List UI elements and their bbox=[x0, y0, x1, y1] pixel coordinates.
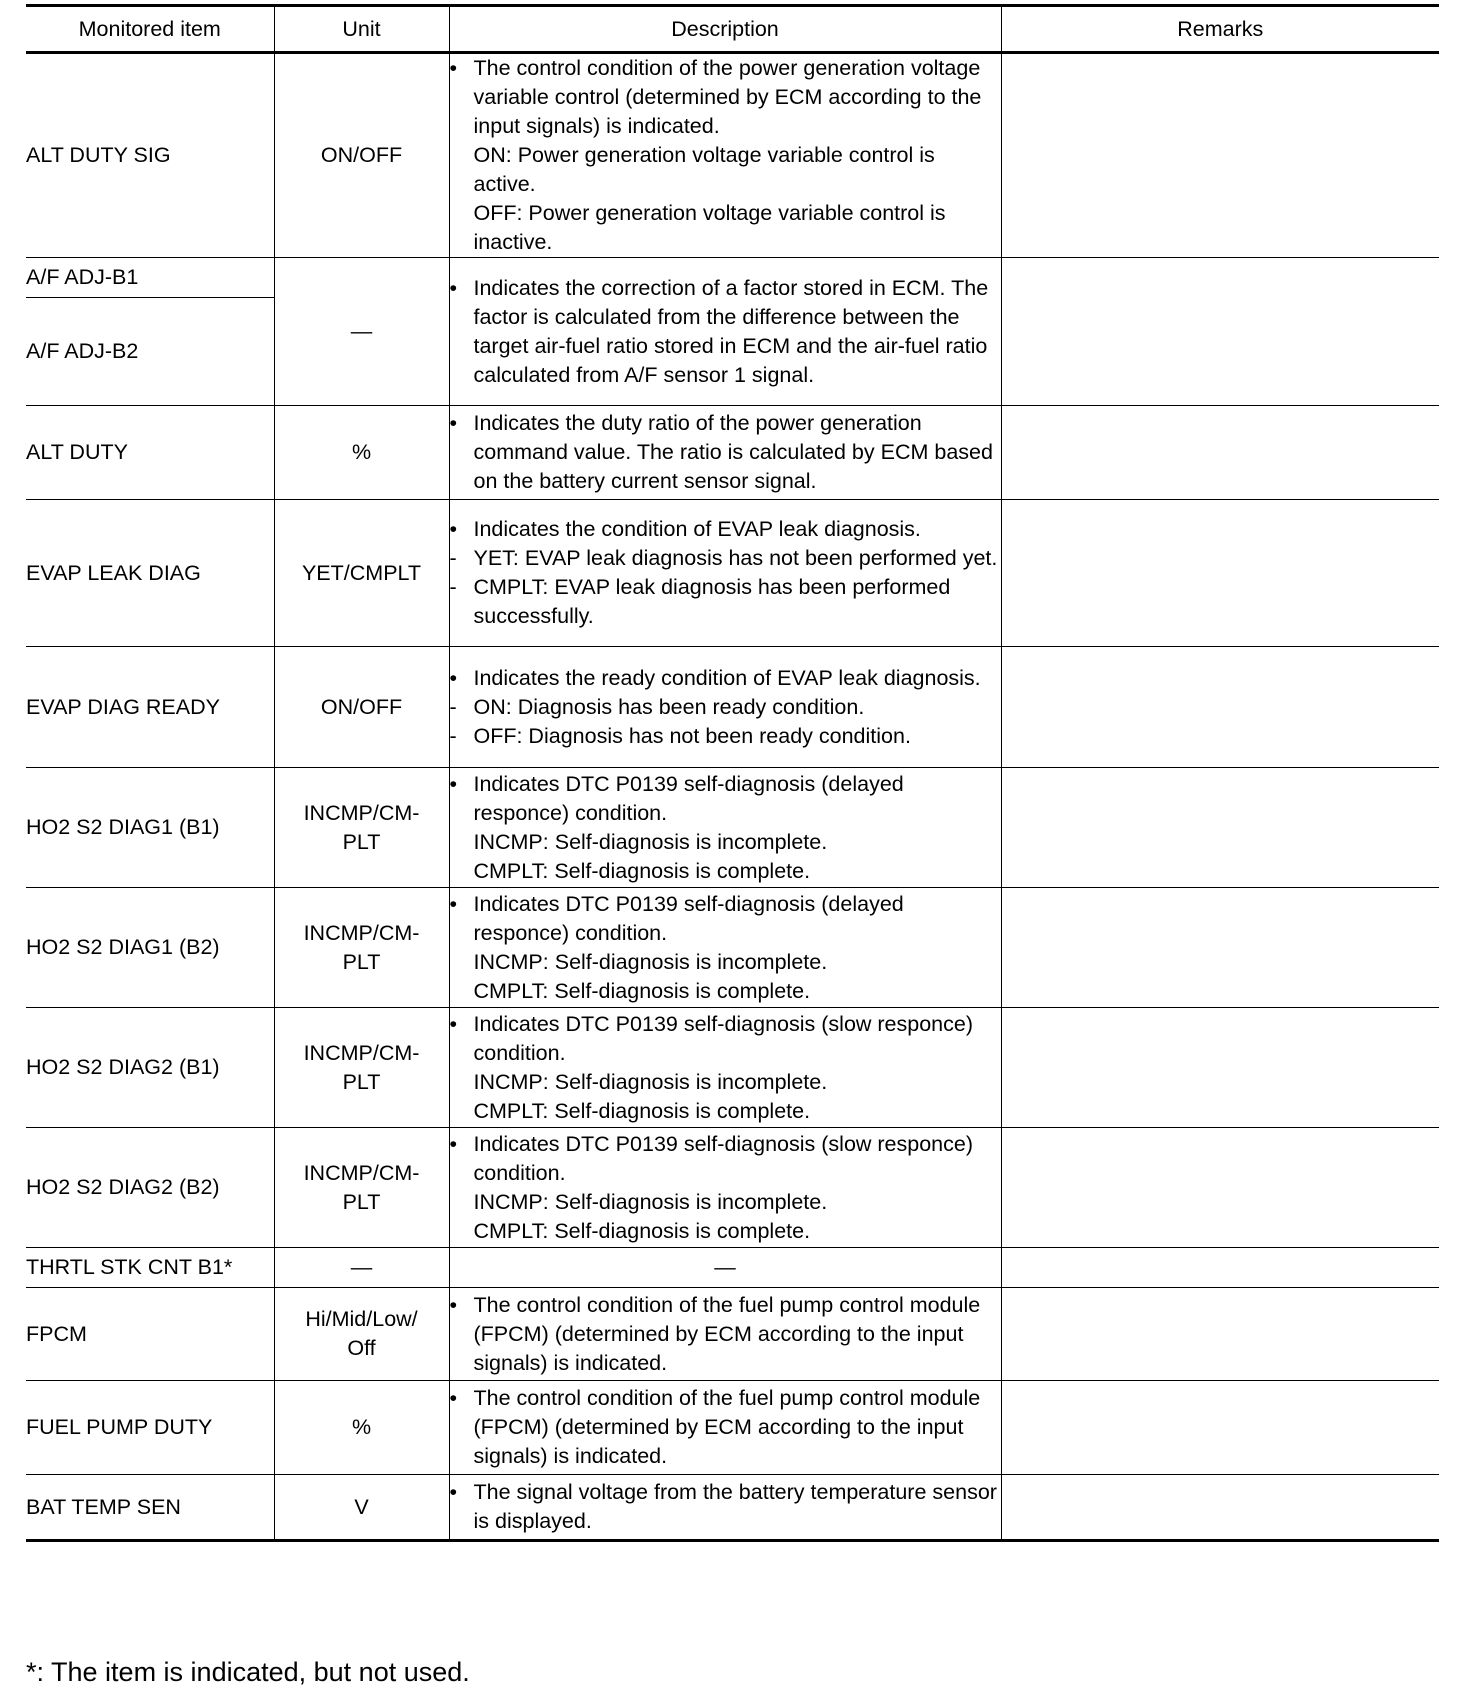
dash-icon: - bbox=[449, 723, 457, 748]
description-text: ON: Diagnosis has been ready condition. bbox=[473, 694, 865, 719]
description-line bbox=[450, 515, 1001, 544]
description-text: CMPLT: Self-diagnosis is complete. bbox=[473, 858, 811, 883]
unit-cell: YET/CMPLT bbox=[274, 500, 449, 647]
description-cell bbox=[449, 1288, 1001, 1381]
unit-cell: V bbox=[274, 1475, 449, 1541]
table-row bbox=[26, 1288, 1439, 1381]
description-text: INCMP: Self-diagnosis is incomplete. bbox=[473, 829, 828, 854]
description-line bbox=[450, 544, 1001, 573]
description-text: The signal voltage from the battery temperature sensor is displayed. bbox=[473, 1480, 997, 1533]
remarks-cell bbox=[1001, 1248, 1439, 1288]
remarks-cell bbox=[1001, 768, 1439, 888]
description-text: INCMP: Self-diagnosis is incomplete. bbox=[473, 949, 828, 974]
monitored-item-cell: THRTL STK CNT B1* bbox=[26, 1248, 274, 1288]
table-row bbox=[26, 1008, 1439, 1128]
remarks-cell bbox=[1001, 1008, 1439, 1128]
description-text: Indicates DTC P0139 self-diagnosis (slow responce) condition. bbox=[473, 1131, 974, 1185]
description-text: YET: EVAP leak diagnosis has not been performed yet. bbox=[473, 546, 998, 570]
monitored-item-cell: A/F ADJ-B1 bbox=[26, 258, 274, 298]
description-line bbox=[450, 409, 1001, 496]
description-cell bbox=[449, 500, 1001, 647]
description-text: INCMP: Self-diagnosis is incomplete. bbox=[473, 1069, 828, 1094]
header-monitored-item: Monitored item bbox=[26, 6, 274, 53]
bullet-icon: • bbox=[449, 275, 458, 300]
monitored-item-cell: HO2 S2 DIAG2 (B2) bbox=[26, 1128, 274, 1248]
monitor-item-table bbox=[26, 4, 1439, 1542]
table-row bbox=[26, 1475, 1439, 1541]
table-row bbox=[26, 258, 1439, 298]
description-text: OFF: Diagnosis has not been ready condition. bbox=[473, 723, 911, 748]
description-line bbox=[450, 1188, 1001, 1217]
table-header-row bbox=[26, 6, 1439, 53]
description-text: The control condition of the power generation voltage variable control (determined by ECM according to the input signals) is indicated. bbox=[473, 56, 982, 138]
table-row bbox=[26, 406, 1439, 500]
description-text: CMPLT: Self-diagnosis is complete. bbox=[473, 1218, 811, 1243]
header-description: Description bbox=[449, 6, 1001, 53]
description-cell: — bbox=[449, 1248, 1001, 1288]
monitored-item-cell: A/F ADJ-B2 bbox=[26, 298, 274, 406]
bullet-icon: • bbox=[449, 56, 458, 80]
bullet-icon: • bbox=[449, 665, 458, 690]
remarks-cell bbox=[1001, 53, 1439, 258]
description-line bbox=[450, 1384, 1001, 1471]
description-cell bbox=[449, 1381, 1001, 1475]
description-line bbox=[450, 664, 1001, 693]
footnote: *: The item is indicated, but not used. bbox=[26, 1657, 470, 1687]
table-body bbox=[26, 53, 1439, 1541]
unit-cell: INCMP/CM- PLT bbox=[274, 1128, 449, 1248]
table-row bbox=[26, 647, 1439, 768]
description-text: Indicates DTC P0139 self-diagnosis (slow responce) condition. bbox=[473, 1011, 974, 1065]
description-line bbox=[450, 770, 1001, 828]
unit-cell: % bbox=[274, 1381, 449, 1475]
description-text: The control condition of the fuel pump control module (FPCM) (determined by ECM according to the input signals) is indicated. bbox=[473, 1292, 981, 1375]
bullet-icon: • bbox=[449, 1011, 458, 1036]
monitored-item-cell: EVAP DIAG READY bbox=[26, 647, 274, 768]
description-cell bbox=[449, 768, 1001, 888]
table-row bbox=[26, 1381, 1439, 1475]
bullet-icon: • bbox=[449, 1292, 458, 1317]
remarks-cell bbox=[1001, 1288, 1439, 1381]
description-cell bbox=[449, 1475, 1001, 1541]
remarks-cell bbox=[1001, 1381, 1439, 1475]
table-row bbox=[26, 53, 1439, 258]
description-cell bbox=[449, 53, 1001, 258]
unit-cell: — bbox=[274, 1248, 449, 1288]
remarks-cell bbox=[1001, 647, 1439, 768]
description-line bbox=[450, 977, 1001, 1006]
description-text: ON: Power generation voltage variable control is active. bbox=[473, 143, 935, 196]
description-line bbox=[450, 1478, 1001, 1536]
description-line bbox=[450, 890, 1001, 948]
bullet-icon: • bbox=[449, 1480, 458, 1504]
bullet-icon: • bbox=[449, 517, 458, 541]
monitored-item-cell: HO2 S2 DIAG1 (B1) bbox=[26, 768, 274, 888]
unit-cell: ON/OFF bbox=[274, 647, 449, 768]
bullet-icon: • bbox=[449, 771, 458, 796]
unit-cell: % bbox=[274, 406, 449, 500]
description-text: Indicates DTC P0139 self-diagnosis (delayed responce) condition. bbox=[473, 891, 904, 945]
description-line bbox=[450, 693, 1001, 722]
description-text: Indicates DTC P0139 self-diagnosis (delayed responce) condition. bbox=[473, 771, 904, 825]
unit-cell: INCMP/CM- PLT bbox=[274, 1008, 449, 1128]
monitored-item-cell: FPCM bbox=[26, 1288, 274, 1381]
description-line bbox=[450, 1130, 1001, 1188]
description-cell bbox=[449, 1128, 1001, 1248]
description-cell bbox=[449, 258, 1001, 406]
monitored-item-cell: ALT DUTY bbox=[26, 406, 274, 500]
description-text: OFF: Power generation voltage variable control is inactive. bbox=[473, 201, 946, 254]
description-text: CMPLT: Self-diagnosis is complete. bbox=[473, 978, 811, 1003]
description-cell bbox=[449, 1008, 1001, 1128]
remarks-cell bbox=[1001, 1128, 1439, 1248]
description-text: Indicates the condition of EVAP leak diagnosis. bbox=[473, 517, 921, 541]
description-text: The control condition of the fuel pump control module (FPCM) (determined by ECM according to the input signals) is indicated. bbox=[473, 1386, 981, 1468]
dash-icon: - bbox=[449, 575, 457, 599]
table-row bbox=[26, 888, 1439, 1008]
description-text: CMPLT: EVAP leak diagnosis has been performed successfully. bbox=[473, 575, 951, 628]
bullet-icon: • bbox=[449, 1131, 458, 1156]
table-row bbox=[26, 1248, 1439, 1288]
description-line bbox=[450, 828, 1001, 857]
monitored-item-cell: HO2 S2 DIAG2 (B1) bbox=[26, 1008, 274, 1128]
description-line bbox=[450, 1291, 1001, 1378]
monitored-item-cell: ALT DUTY SIG bbox=[26, 53, 274, 258]
table-row bbox=[26, 1128, 1439, 1248]
description-cell bbox=[449, 406, 1001, 500]
description-text: INCMP: Self-diagnosis is incomplete. bbox=[473, 1189, 828, 1214]
unit-cell: — bbox=[274, 258, 449, 406]
bullet-icon: • bbox=[449, 1386, 458, 1410]
description-line bbox=[450, 141, 1001, 199]
description-line bbox=[450, 1217, 1001, 1246]
description-line bbox=[450, 274, 1001, 390]
dash-icon: - bbox=[449, 694, 457, 719]
description-text: Indicates the duty ratio of the power generation command value. The ratio is calculated by ECM based on the battery current sensor signal. bbox=[473, 411, 993, 493]
monitored-item-cell: BAT TEMP SEN bbox=[26, 1475, 274, 1541]
bullet-icon: • bbox=[449, 891, 458, 916]
unit-cell: INCMP/CM- PLT bbox=[274, 768, 449, 888]
description-line bbox=[450, 1097, 1001, 1126]
remarks-cell bbox=[1001, 888, 1439, 1008]
remarks-cell bbox=[1001, 406, 1439, 500]
header-unit: Unit bbox=[274, 6, 449, 53]
unit-cell: INCMP/CM- PLT bbox=[274, 888, 449, 1008]
remarks-cell bbox=[1001, 1475, 1439, 1541]
description-line bbox=[450, 573, 1001, 631]
unit-cell: Hi/Mid/Low/ Off bbox=[274, 1288, 449, 1381]
description-line bbox=[450, 948, 1001, 977]
description-line bbox=[450, 722, 1001, 751]
description-text: Indicates the correction of a factor stored in ECM. The factor is calculated from the difference between the target air-fuel ratio stored in ECM and the air-fuel ratio calculated from A/F sensor 1 signal. bbox=[473, 275, 989, 387]
monitored-item-cell: EVAP LEAK DIAG bbox=[26, 500, 274, 647]
description-line bbox=[450, 1068, 1001, 1097]
description-cell bbox=[449, 647, 1001, 768]
description-line bbox=[450, 199, 1001, 257]
description-text: Indicates the ready condition of EVAP leak diagnosis. bbox=[473, 665, 981, 690]
description-line bbox=[450, 54, 1001, 141]
description-line bbox=[450, 857, 1001, 886]
remarks-cell bbox=[1001, 500, 1439, 647]
description-line bbox=[450, 1010, 1001, 1068]
table-row bbox=[26, 768, 1439, 888]
description-text: CMPLT: Self-diagnosis is complete. bbox=[473, 1098, 811, 1123]
description-cell bbox=[449, 888, 1001, 1008]
table-row bbox=[26, 500, 1439, 647]
bullet-icon: • bbox=[449, 411, 458, 435]
monitored-item-cell: FUEL PUMP DUTY bbox=[26, 1381, 274, 1475]
dash-icon: - bbox=[449, 546, 457, 570]
unit-cell: ON/OFF bbox=[274, 53, 449, 258]
monitored-item-cell: HO2 S2 DIAG1 (B2) bbox=[26, 888, 274, 1008]
header-remarks: Remarks bbox=[1001, 6, 1439, 53]
remarks-cell bbox=[1001, 258, 1439, 406]
